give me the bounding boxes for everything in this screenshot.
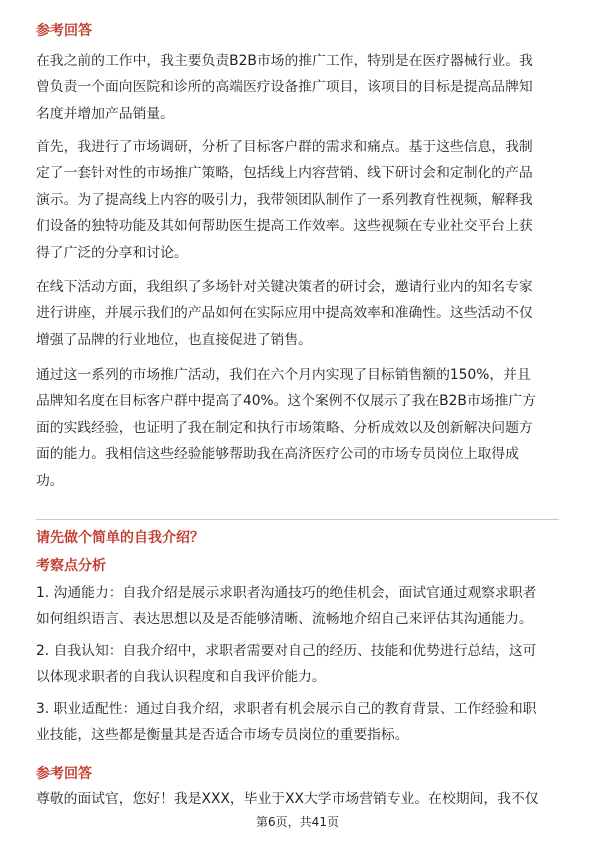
text-line: 3. 职业适配性：通过自我介绍，求职者有机会展示自己的教育背景、工作经验和职 [36,701,537,717]
section-divider [36,519,559,520]
text-line: 在线下活动方面，我组织了多场针对关键决策者的研讨会，邀请行业内的知名专家 [36,279,533,295]
answer-paragraph-3 [36,274,562,353]
text-line: 们设备的独特功能及其如何帮助医生提高工作效率。这些视频在专业社交平台上获 [36,218,533,235]
text-line: 进行讲座，并展示我们的产品如何在实际应用中提高效率和准确性。这些活动不仅 [36,305,533,322]
text-line: 品牌知名度在目标客户群中提高了40%。这个案例不仅展示了我在B2B市场推广方 [36,393,536,410]
analysis-point-1 [36,580,562,633]
text-line: 首先，我进行了市场调研，分析了目标客户群的需求和痛点。基于这些信息，我制 [36,139,533,155]
answer-paragraph-4 [36,362,562,494]
text-line: 演示。为了提高线上内容的吸引力，我带领团队制作了一系列教育性视频，解释我 [36,191,533,208]
text-line: 尊敬的面试官，您好！我是XXX，毕业于XX大学市场营销专业。在校期间，我不仅 [36,791,539,807]
text-line: 面的实践经验，也证明了我在制定和执行市场策略、分析成效以及创新解决问题方 [36,419,533,436]
text-line: 2. 自我认知：自我介绍中，求职者需要对自己的经历、技能和优势进行总结，这可 [36,643,537,659]
text-line: 功。 [36,472,64,489]
reference-answer-heading-2: 参考回答 [36,766,92,782]
page-number: 第6页，共41页 [256,815,339,829]
text-line: 如何组织语言、表达思想以及是否能够清晰、流畅地介绍自己来评估其沟通能力。 [36,611,533,628]
text-line: 通过这一系列的市场推广活动，我们在六个月内实现了目标销售额的150%，并且 [36,367,531,383]
reference-answer-heading: 参考回答 [36,23,92,39]
text-line: 定了一套针对性的市场推广策略，包括线上内容营销、线下研讨会和定制化的产品 [36,165,533,182]
answer-paragraph-1 [36,48,562,127]
text-line: 得了广泛的分享和讨论。 [36,244,188,261]
text-line: 增强了品牌的行业地位，也直接促进了销售。 [36,331,312,348]
interview-question: 请先做个简单的自我介绍？ [36,530,204,546]
text-line: 1. 沟通能力：自我介绍是展示求职者沟通技巧的绝佳机会，面试官通过观察求职者 [36,585,537,601]
analysis-heading: 考察点分析 [36,558,106,574]
text-line: 曾负责一个面向医院和诊所的高端医疗设备推广项目，该项目的目标是提高品牌知 [36,79,533,96]
text-line: 名度并增加产品销量。 [36,105,174,122]
text-line: 以体现求职者的自我认识程度和自我评价能力。 [36,669,326,686]
analysis-point-3 [36,696,562,749]
analysis-point-2 [36,638,562,691]
text-line: 在我之前的工作中，我主要负责B2B市场的推广工作，特别是在医疗器械行业。我 [36,53,533,69]
text-line: 面的能力。我相信这些经验能够帮助我在高济医疗公司的市场专员岗位上取得成 [36,446,519,463]
answer2-paragraph-1 [36,786,562,812]
text-line: 业技能，这些都是衡量其是否适合市场专员岗位的重要指标。 [36,727,409,744]
answer-paragraph-2 [36,134,562,266]
